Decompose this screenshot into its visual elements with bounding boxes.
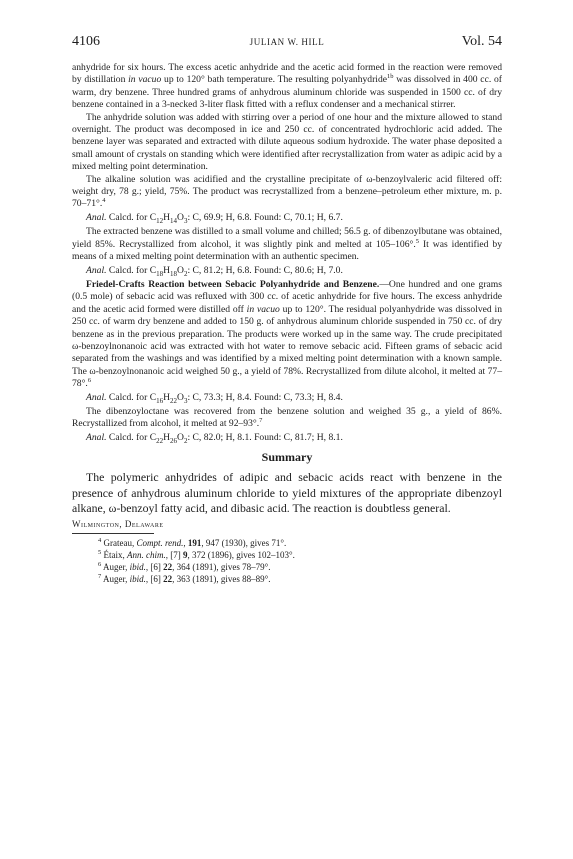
- subscript: 2: [183, 436, 188, 445]
- analysis-1: [72, 212, 502, 224]
- subscript: 18: [170, 269, 178, 278]
- footnotes: [72, 538, 502, 585]
- paragraph-1: [72, 62, 502, 112]
- summary-title: Summary: [261, 450, 313, 465]
- journal-name: ibid.: [129, 573, 146, 584]
- subscript: 12: [156, 216, 164, 225]
- text-run: O: [177, 264, 184, 276]
- footnote-number: 6: [98, 561, 102, 568]
- text-run: : C, 73.3; H, 8.4. Found: C, 73.3; H, 8.4.: [187, 391, 343, 403]
- analysis-4: [72, 432, 502, 444]
- footnote-divider: [72, 533, 154, 534]
- analysis-label: Anal.: [86, 264, 107, 276]
- text-run-italic: in vacuo: [246, 303, 280, 315]
- text-run: , [6]: [145, 573, 164, 584]
- article-body: [72, 62, 502, 444]
- text-run: : C, 82.0; H, 8.1. Found: C, 81.7; H, 8.1.: [187, 431, 343, 443]
- footnote-ref: 5: [415, 237, 419, 245]
- analysis-label: Anal.: [86, 391, 107, 403]
- text-run: Auger,: [101, 562, 130, 572]
- text-run: , 363 (1891), gives 88–89°.: [172, 573, 271, 584]
- text-run: , [6]: [145, 562, 164, 572]
- text-run: , 364 (1891), gives 78–79°.: [172, 562, 271, 572]
- paragraph-2: The anhydride solution was added with stirring over a period of one hour and the mixture allowed to stand overnight. The product was decomposed in ice and 250 cc. of concentrated hydrochloric acid added. The benzene layer was separated and extracted with dilute aqueous sodium hydroxide. The water phase deposited a small amount of crystals on standing which were identified after recrystallization from water as adipic acid by a mixed melting point determination.: [72, 111, 502, 173]
- text-run: , 372 (1896), gives 102–103°.: [187, 550, 295, 561]
- text-run: O: [177, 211, 184, 223]
- text-run: Grateau,: [101, 538, 137, 549]
- text-run: ,: [183, 538, 188, 549]
- subscript: 14: [170, 216, 178, 225]
- text-run: H: [163, 431, 171, 443]
- page-header: [72, 34, 502, 56]
- footnote-7: [98, 574, 502, 586]
- footnote-number: 7: [98, 572, 102, 580]
- summary-section: [72, 470, 502, 516]
- analysis-label: Anal.: [86, 211, 107, 223]
- running-head: JULIAN W. HILL: [249, 37, 325, 47]
- text-run: was dissolved in 400 cc. of warm, dry benzene. Three hundred grams of anhydrous aluminum chloride was suspended in 1500 cc. of dry benzene contained in a 3-necked 3-liter flask fitted with a reflux condenser and a mechanical stirrer.: [72, 74, 502, 111]
- volume-number: 9: [183, 550, 188, 561]
- text-run: Auger,: [101, 573, 130, 584]
- text-run-italic: in vacuo: [128, 74, 162, 86]
- text-run: H: [163, 211, 171, 223]
- summary-text: The polymeric anhydrides of adipic and sebacic acids react with benzene in the presence of anhydrous aluminum chloride to yield mixtures of the appropriate dibenzoyl alkane, ω-benzoyl fatty acid, and dibasic acid. The reaction is doubtless general.: [72, 470, 502, 515]
- paragraph-3: [72, 174, 502, 211]
- journal-name: Compt. rend.: [136, 538, 184, 549]
- footnote-4: [98, 538, 502, 550]
- subscript: 16: [156, 396, 164, 405]
- subscript: 3: [183, 216, 188, 225]
- text-run: Calcd. for C: [106, 211, 157, 223]
- page: [72, 34, 502, 586]
- text-run: H: [163, 264, 171, 276]
- footnote-5: [98, 550, 502, 562]
- text-run: , 947 (1930), gives 71°.: [201, 538, 287, 549]
- text-run: up to 120° bath temperature. The resulting polyanhydride: [161, 74, 388, 86]
- page-number: 4106: [72, 34, 100, 49]
- volume-number: 22: [163, 562, 173, 572]
- author-address: Wilmington, Delaware: [72, 519, 164, 530]
- footnote-number: 5: [98, 549, 102, 557]
- text-run: Étaix,: [101, 550, 127, 561]
- text-run: It was identified by means of a mixed melting point determination with an authentic specimen.: [72, 238, 502, 263]
- text-run: , [7]: [165, 550, 183, 561]
- volume-label: Vol. 54: [461, 34, 502, 49]
- footnote-6: [98, 562, 502, 574]
- text-run: Calcd. for C: [106, 264, 157, 276]
- paragraph-4: [72, 226, 502, 263]
- subscript: 22: [170, 396, 178, 405]
- footnote-ref: 4: [102, 197, 106, 205]
- footnote-ref: 7: [259, 417, 263, 425]
- subscript: 3: [183, 396, 188, 405]
- journal-name: ibid.: [129, 562, 146, 572]
- volume-number: 22: [163, 573, 173, 584]
- footnote-ref: 1b: [387, 73, 394, 81]
- analysis-label: Anal.: [86, 431, 107, 443]
- analysis-2: [72, 265, 502, 277]
- text-run: : C, 69.9; H, 6.8. Found: C, 70.1; H, 6.7.: [187, 211, 343, 223]
- text-run: Calcd. for C: [106, 391, 157, 403]
- subscript: 22: [156, 436, 164, 445]
- text-run: up to 120°. The residual polyanhydride was dissolved in 250 cc. of warm dry benzene and added to 150 g. of anhydrous aluminum chloride suspended in 750 cc. of dry benzene as in the previous preparation. The products were worked up in the same way. The crude precipitated ω-benzoylnonanoic acid was extracted with hot water to remove sebacic acid. Fifteen grams of sebacic acid separated from the washings and was identified by a mixed melting point determination with a known sample. The ω-benzoylnonanoic acid weighed 50 g., a yield of 78%. Recrystallized from dilute alcohol, it melted at 77–78°.: [72, 303, 502, 390]
- paragraph-6: [72, 406, 502, 431]
- text-run: anhydride for six hours. The excess acetic anhydride and the acetic acid formed in the reaction were removed by distillation: [72, 62, 502, 86]
- text-run: The alkaline solution was acidified and the crystalline precipitate of ω-benzoylvaleric acid filtered off: weight dry, 78 g.; yield, 75%. The product was recrystallized from a benzene–petroleum ether mixture, m. p. 70–71°.: [72, 173, 502, 210]
- text-run: The extracted benzene was distilled to a small volume and chilled; 56.5 g. of dibenzoylbutane was obtained, yield 85%. Recrystallized from alcohol, it was slightly pink and melted at 105–106°.: [72, 226, 502, 250]
- volume-number: 191: [187, 538, 202, 549]
- paragraph-5: [72, 279, 502, 391]
- text-run: O: [177, 431, 184, 443]
- section-heading: Friedel-Crafts Reaction between Sebacic Polyanhydride and Benzene.: [86, 278, 380, 290]
- subscript: 26: [170, 436, 178, 445]
- footnote-number: 4: [98, 537, 102, 545]
- journal-name: Ann. chim.: [127, 550, 166, 561]
- text-run: —One hundred and one grams (0.5 mole) of sebacic acid was refluxed with 300 cc. of acetic anhydride for five hours. The excess anhydride and the acetic acid formed were distilled off: [72, 278, 502, 315]
- text-run: Calcd. for C: [106, 431, 157, 443]
- text-run: H: [163, 391, 171, 403]
- text-run: : C, 81.2; H, 6.8. Found: C, 80.6; H, 7.0.: [187, 264, 343, 276]
- footnote-ref: 6: [87, 376, 92, 384]
- text-run: The dibenzoyloctane was recovered from the benzene solution and weighed 35 g., a yield of 86%. Recrystallized from alcohol, it melted at 92–93°.: [72, 405, 502, 430]
- subscript: 2: [183, 269, 188, 278]
- subscript: 18: [156, 269, 164, 278]
- analysis-3: [72, 392, 502, 404]
- text-run: O: [177, 391, 184, 403]
